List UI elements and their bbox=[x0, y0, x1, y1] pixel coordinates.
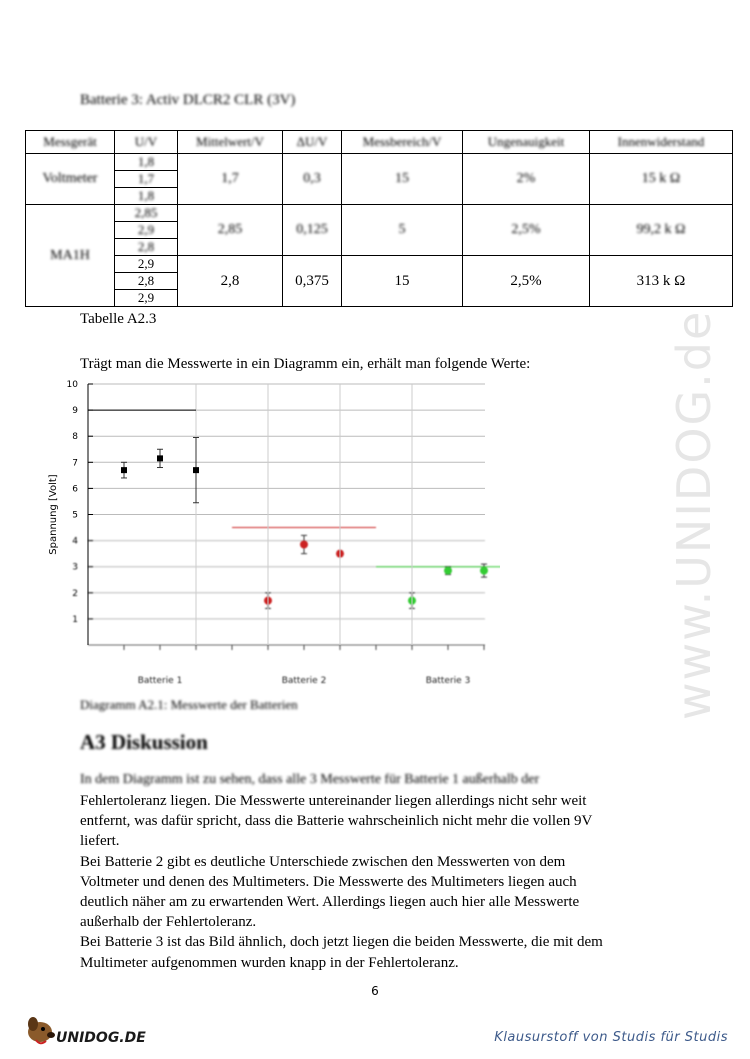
footer-slogan: Klausurstoff von Studis für Studis bbox=[494, 1030, 728, 1045]
table-caption: Tabelle A2.3 bbox=[80, 311, 157, 327]
resistance-cell: 99,2 k Ω bbox=[590, 205, 733, 256]
mean-cell: 2,85 bbox=[178, 205, 283, 256]
y-tick-label: 1 bbox=[72, 614, 78, 625]
u-value: 1,8 bbox=[115, 188, 178, 205]
page-number: 6 bbox=[371, 984, 379, 998]
delta-cell: 0,125 bbox=[283, 205, 342, 256]
mean-cell: 1,7 bbox=[178, 154, 283, 205]
u-value: 2,9 bbox=[115, 290, 178, 307]
category-label: Batterie 2 bbox=[281, 676, 327, 686]
data-point bbox=[121, 467, 127, 473]
delta-cell: 0,3 bbox=[283, 154, 342, 205]
resistance-cell: 313 k Ω bbox=[590, 256, 733, 307]
paragraph-line: liefert. bbox=[80, 833, 120, 850]
error-cell: 2% bbox=[463, 154, 590, 205]
paragraph-line: Multimeter aufgenommen wurden knapp in der Fehlertoleranz. bbox=[80, 954, 459, 971]
section-title: A3 Diskussion bbox=[80, 730, 208, 754]
u-value: 1,8 bbox=[115, 154, 178, 171]
paragraph-line: außerhalb der Fehlertoleranz. bbox=[80, 914, 257, 931]
delta-cell: 0,375 bbox=[283, 256, 342, 307]
resistance-cell: 15 k Ω bbox=[590, 154, 733, 205]
u-value: 2,9 bbox=[115, 256, 178, 273]
y-tick-label: 5 bbox=[72, 510, 78, 521]
y-tick-label: 9 bbox=[72, 406, 78, 417]
y-tick-label: 6 bbox=[72, 484, 78, 495]
voltage-chart bbox=[40, 375, 500, 695]
chart-lower-region bbox=[72, 528, 500, 686]
y-tick-label: 7 bbox=[72, 458, 78, 469]
category-label: Batterie 3 bbox=[425, 676, 471, 686]
error-cell: 2,5% bbox=[463, 205, 590, 256]
data-point bbox=[193, 467, 199, 473]
data-point bbox=[300, 541, 308, 549]
dog-icon bbox=[22, 1012, 152, 1048]
range-cell: 5 bbox=[342, 205, 463, 256]
data-point bbox=[444, 567, 452, 575]
svg-text:www.UNIDOG.de: www.UNIDOG.de bbox=[667, 309, 721, 720]
y-tick-label: 4 bbox=[72, 536, 78, 547]
paragraph-line: entfernt, was dafür spricht, dass die Batterie wahrscheinlich nicht mehr die vollen 9V bbox=[80, 813, 593, 830]
u-value: 2,8 bbox=[115, 239, 178, 256]
paragraph-line: Bei Batterie 2 gibt es deutliche Unterschiede zwischen den Messwerten von dem bbox=[80, 853, 566, 870]
col-header: Mittelwert/V bbox=[178, 131, 283, 154]
data-point bbox=[157, 455, 163, 461]
device-cell: MA1H bbox=[26, 205, 115, 307]
range-cell: 15 bbox=[342, 154, 463, 205]
u-value: 2,85 bbox=[115, 205, 178, 222]
range-cell: 15 bbox=[342, 256, 463, 307]
paragraph-line: deutlich näher am zu erwartenden Wert. Allerdings liegen auch hier alle Messwerte bbox=[80, 894, 580, 911]
y-tick-label: 2 bbox=[72, 588, 78, 599]
unidog-logo[interactable] bbox=[22, 1012, 152, 1048]
u-value: 2,9 bbox=[115, 222, 178, 239]
col-header: Messbereich/V bbox=[342, 131, 463, 154]
chart-caption: Diagramm A2.1: Messwerte der Batterien bbox=[80, 697, 298, 712]
paragraph-line: Voltmeter und denen des Multimeters. Die Messwerte des Multimeters liegen auch bbox=[80, 873, 577, 890]
table-heading: Batterie 3: Activ DLCR2 CLR (3V) bbox=[80, 92, 296, 108]
u-value: 2,8 bbox=[115, 273, 178, 290]
col-header: U/V bbox=[115, 131, 178, 154]
y-tick-label: 3 bbox=[72, 562, 78, 573]
category-label: Batterie 1 bbox=[137, 676, 183, 686]
intro-text: Trägt man die Messwerte in ein Diagramm ein, erhält man folgende Werte: bbox=[80, 356, 531, 372]
measurement-table bbox=[25, 130, 733, 308]
col-header: Innenwiderstand bbox=[590, 131, 733, 154]
u-value: 1,7 bbox=[115, 171, 178, 188]
mean-cell: 2,8 bbox=[178, 256, 283, 307]
watermark bbox=[655, 280, 735, 730]
data-point bbox=[480, 567, 488, 575]
paragraph-line: Fehlertoleranz liegen. Die Messwerte untereinander liegen allerdings nicht sehr weit bbox=[80, 793, 587, 809]
col-header: Messgerät bbox=[26, 131, 115, 154]
col-header: ΔU/V bbox=[283, 131, 342, 154]
svg-text:UNIDOG.DE: UNIDOG.DE bbox=[56, 1030, 146, 1046]
y-tick-label: 10 bbox=[66, 380, 78, 390]
paragraph-line: Bei Batterie 3 ist das Bild ähnlich, doch jetzt liegen die beiden Messwerte, die mit dem bbox=[80, 934, 603, 951]
discussion-paragraph bbox=[80, 791, 720, 973]
device-cell: Voltmeter bbox=[26, 154, 115, 205]
y-axis-label: Spannung [Volt] bbox=[48, 474, 59, 555]
error-cell: 2,5% bbox=[463, 256, 590, 307]
paragraph-first-line: In dem Diagramm ist zu sehen, dass alle 3 Messwerte für Batterie 1 außerhalb der bbox=[80, 772, 540, 787]
y-tick-label: 8 bbox=[72, 432, 78, 443]
col-header: Ungenauigkeit bbox=[463, 131, 590, 154]
